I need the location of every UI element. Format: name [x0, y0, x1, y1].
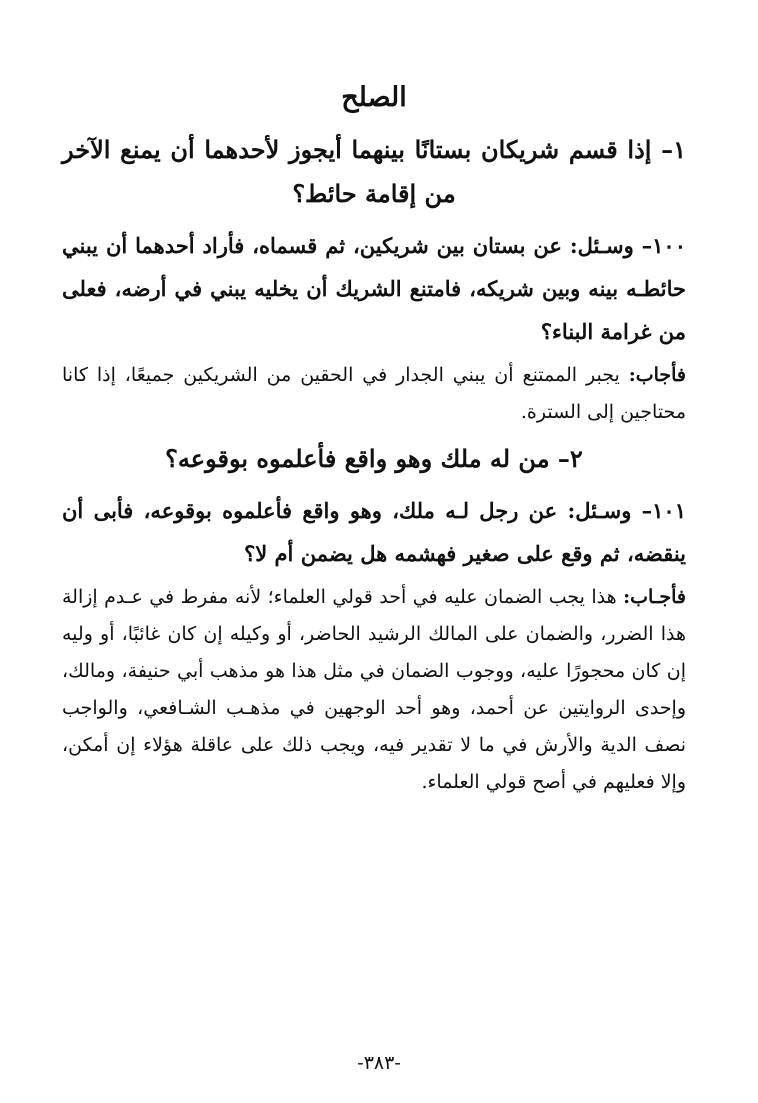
section-1-heading: ١– إذا قسم شريكان بستانًا بينهما أيجوز لأحدهما أن يمنع الآخر من إقامة حائط؟: [62, 135, 686, 208]
section-2-answer: [62, 579, 686, 801]
page-number: -٣٨٣-: [357, 1052, 401, 1074]
section-1-answer-lead: فأجاب:: [628, 364, 686, 386]
section-1-answer: [62, 357, 686, 431]
section-2-heading: ٢– من له ملك وهو واقع فأعلموه بوقوعه؟: [165, 444, 583, 473]
section-2-answer-text: هذا يجب الضمان عليه في أحد قولي العلماء؛ لأنه مفرط في عـدم إزالة هذا الضرر، والضمان على المالك الرشيد الحاضر، أو وكيله إن كان غائبًا، أو وليه إن كان محجورًا عليه، ووجوب الضمان في مثل هذا هو مذهب أبي حنيفة، ومالك، وإحدى الروايتين عن أحمد، وهو أحد الوجهين في مذهـب الشـافعي، والواجب نصف الدية والأرش في ما لا تقدير فيه، ويجب ذلك على عاقلة هؤلاء إن أمكن، وإلا فعليهم في أصح قولي العلماء.: [62, 586, 686, 793]
section-1-answer-text: يجبر الممتنع أن يبني الجدار في الحقين من الشريكين جميعًا، إذا كانا محتاجين إلى السترة.: [62, 364, 686, 423]
section-2-answer-lead: فأجـاب:: [623, 586, 686, 608]
section-1-question: ١٠٠– وسـئل: عن بستان بين شريكين، ثم قسماه، فأراد أحدهما أن يبني حائطـه بينه وبين شريكه، فامتنع الشريك أن يخليه يبني في أرضه، فعلى من غرامة البناء؟: [62, 233, 686, 344]
section-2-question: ١٠١– وسـئل: عن رجل لـه ملك، وهو واقع فأعلموه بوقوعه، فأبى أن ينقضه، ثم وقع على صغير فهشمه هل يضمن أم لا؟: [62, 498, 686, 566]
chapter-title: الصلح: [341, 82, 407, 113]
